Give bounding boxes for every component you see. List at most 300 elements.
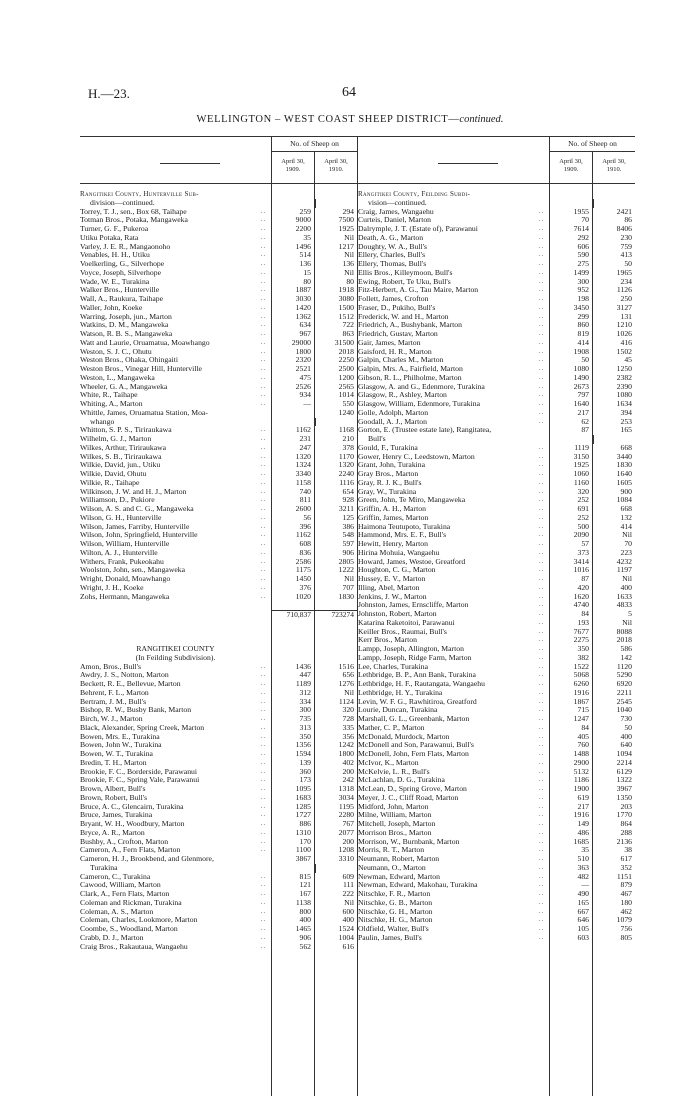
sheep-owner-row: [80, 908, 357, 917]
owner-name: Bishop, R. W., Busby Bank, Marton: [80, 706, 192, 715]
leader-dots: ..: [261, 733, 266, 740]
sheep-1909: 363: [577, 862, 589, 872]
owner-name: Coleman, A. S., Marton: [80, 907, 154, 916]
sheep-owner-row: [80, 934, 357, 943]
leader-dots: ..: [539, 444, 544, 451]
sheep-1909: 420: [577, 582, 589, 592]
sheep-1909: 320: [577, 486, 589, 496]
owner-name: Gower, Henry C., Leedstown, Marton: [358, 452, 475, 461]
leader-dots: ..: [261, 681, 266, 687]
sheep-owner-row: [358, 356, 635, 365]
leader-dots: ..: [261, 357, 266, 364]
owner-name: Wheeler, G. A., Mangaweka: [80, 382, 168, 391]
sheep-1909: 715: [577, 705, 589, 715]
owner-name: Glasgow, R., Ashley, Marton: [358, 391, 447, 400]
leader-dots: ..: [539, 864, 544, 871]
district-title: [0, 114, 700, 125]
owner-name: [80, 619, 256, 628]
sheep-1910: 1502: [592, 348, 635, 357]
sheep-1910: 1200: [314, 374, 357, 383]
sheep-1909: 2521: [295, 364, 311, 373]
sheep-1910: 222: [314, 890, 357, 899]
sheep-1910: Nil: [314, 899, 357, 908]
sheep-owner-row: [80, 260, 357, 269]
sheep-1909: 2275: [573, 635, 589, 645]
sheep-owner-row: [358, 251, 635, 260]
sheep-owner-row: [358, 374, 635, 383]
sheep-1909: 1162: [295, 530, 311, 540]
owner-name: Lethbridge, B. P., Ann Bank, Turakina: [358, 671, 476, 680]
owner-name: Milne, William, Marton: [358, 811, 432, 820]
sheep-1909: 80: [303, 276, 311, 286]
owner-name: Hussey, E. V., Marton: [358, 575, 426, 583]
sheep-1910: 250: [592, 295, 635, 304]
leader-dots: [256, 636, 271, 645]
sheep-1909: 84: [581, 609, 589, 618]
sheep-1910: 1168: [314, 426, 357, 435]
sheep-1909: 490: [577, 889, 589, 898]
owner-name: Voelkerling, G., Silverhope: [80, 260, 165, 268]
sheep-1910: 5: [592, 610, 635, 619]
sheep-1910: 1014: [314, 391, 357, 400]
sheep-1910: 2565: [314, 383, 357, 392]
sheep-1909: 740: [299, 486, 311, 496]
sheep-owner-row: [80, 286, 357, 295]
sheep-1910: 2211: [592, 689, 635, 698]
sheep-owner-row: [358, 908, 635, 917]
sheep-1910: 1094: [592, 750, 635, 759]
left-entries: [80, 184, 357, 951]
leader-dots: ..: [261, 234, 266, 241]
sheep-1909: 1594: [295, 749, 311, 758]
sheep-1909: 292: [577, 232, 589, 242]
owner-name: Wright, Donald, Moawhango: [80, 575, 171, 583]
owner-name: Turakina: [90, 863, 118, 872]
sheep-1909: 3340: [295, 469, 311, 478]
sheep-owner-row: [358, 418, 635, 427]
sheep-1909: 1955: [573, 206, 589, 216]
leader-dots: ..: [539, 261, 544, 267]
sheep-owner-row: [358, 453, 635, 462]
owner-name: Turner, G. F., Pukeroa: [80, 225, 149, 233]
owner-name: Cameron, A., Fern Flats, Marton: [80, 846, 181, 855]
owner-name: Weston, S. J. C., Ohutu: [80, 347, 152, 356]
sheep-1909: 710,837: [271, 610, 314, 619]
leader-dots: ..: [261, 751, 266, 757]
leader-dots: ..: [261, 304, 266, 311]
sheep-1910: 111: [314, 881, 357, 890]
sheep-1909: 1158: [295, 477, 311, 487]
owner-name: Wilson, William, Hunterville: [80, 540, 170, 548]
sheep-1909: 1450: [295, 574, 311, 583]
owner-name: Mather, C. P., Marton: [358, 723, 425, 732]
sheep-1909: 1887: [295, 285, 311, 295]
sheep-1910: Nil: [314, 689, 357, 698]
sheep-1910: 767: [314, 820, 357, 829]
leader-dots: ..: [539, 707, 544, 714]
sheep-1910: 50: [592, 724, 635, 733]
sheep-owner-row: [80, 925, 357, 934]
sheep-owner-row: [80, 505, 357, 514]
leader-dots: ..: [261, 401, 266, 407]
sheep-1909: 1683: [295, 792, 311, 802]
sheep-owner-row: [358, 619, 635, 628]
sheep-owner-row: [80, 304, 357, 313]
leader-dots: [259, 199, 273, 208]
sheep-1909: 139: [299, 757, 311, 767]
owner-name: Wilson, A. S. and C. G., Mangaweka: [80, 505, 194, 513]
sheep-1909: 1925: [573, 460, 589, 470]
sheep-1909: 2900: [573, 757, 589, 767]
leader-dots: ..: [539, 899, 544, 906]
sheep-1910: 1640: [592, 470, 635, 479]
sheep-1909: 217: [577, 801, 589, 811]
sheep-owner-row: [358, 706, 635, 715]
sheep-1910: 1120: [592, 663, 635, 672]
leader-dots: ..: [539, 339, 544, 346]
sheep-owner-row: [358, 444, 635, 453]
sheep-1909: 1310: [295, 827, 311, 837]
sheep-1909: 70: [581, 215, 589, 225]
leader-dots: [537, 199, 551, 208]
sheep-owner-row: [358, 803, 635, 812]
leader-dots: ..: [539, 724, 544, 731]
owner-name: Cawood, William, Marton: [80, 881, 161, 890]
sheep-1910: 879: [592, 881, 635, 890]
sheep-1910: 668: [592, 444, 635, 453]
owner-name: Hammond, Mrs. E. F., Bull's: [358, 531, 447, 540]
sheep-1910: 125: [314, 514, 357, 523]
owner-name: McIvor, K., Marton: [358, 758, 419, 767]
owner-name: Weston, L., Mangaweka: [80, 373, 155, 382]
sheep-owner-row: [80, 741, 357, 750]
sheep-1910: Nil: [592, 575, 635, 584]
sheep-1909: [271, 628, 314, 637]
leader-dots: ..: [539, 934, 544, 941]
sheep-owner-row: [80, 916, 357, 925]
leader-dots: ..: [261, 208, 266, 215]
owner-name: Voyce, Joseph, Silverhope: [80, 268, 161, 277]
owner-name: Keiller Bros., Raumai, Bull's: [358, 627, 447, 636]
leader-dots: ..: [261, 917, 266, 924]
owner-name: Brookie, F. C., Spring Vale, Parawanui: [80, 776, 200, 785]
sheep-1910: 1195: [314, 803, 357, 812]
county-heading: [80, 645, 357, 654]
owner-name: Glasgow, William, Edenmore, Turakina: [358, 400, 481, 408]
owner-name: Galpin, Mrs. A., Fairfield, Marton: [358, 365, 463, 373]
sheep-1910: Nil: [592, 531, 635, 540]
owner-name: McDonald, Murdock, Marton: [358, 732, 450, 741]
owner-name: Morrison, W., Burnbank, Marton: [358, 837, 460, 846]
sheep-owner-row: [80, 514, 357, 523]
sheep-1909: 815: [299, 871, 311, 881]
sheep-owner-row: [358, 654, 635, 663]
owner-name: Awdry, J. S., Notton, Marton: [80, 671, 169, 680]
continuation-line: [80, 418, 357, 427]
spacer-row: [80, 601, 357, 610]
sheep-1909: 1356: [295, 740, 311, 750]
sheep-1910: 906: [314, 549, 357, 558]
sheep-1909: 735: [299, 714, 311, 723]
leader-dots: [256, 601, 271, 610]
sheep-owner-row: [358, 269, 635, 278]
sheep-owner-row: [358, 339, 635, 348]
sheep-1909: 5132: [573, 766, 589, 776]
sheep-1909: 2200: [295, 224, 311, 233]
leader-dots: [256, 619, 271, 628]
sheep-1909: 414: [577, 337, 589, 347]
sheep-1909: 667: [577, 906, 589, 916]
owner-name: Coleman, Charles, Lookmore, Marton: [80, 916, 198, 925]
sheep-1909: 136: [299, 259, 311, 268]
leader-dots: ..: [539, 777, 544, 784]
sheep-1910: Nil: [314, 575, 357, 584]
owner-name: Griffin, A. H., Marton: [358, 505, 426, 513]
sheep-owner-row: [80, 383, 357, 392]
owner-name: Bowen, Mrs. E., Turakina: [80, 732, 160, 741]
sheep-owner-row: [80, 873, 357, 882]
owner-name: Williamson, D., Pukiore: [80, 496, 155, 505]
sheep-owner-row: [80, 356, 357, 365]
leader-dots: ..: [261, 462, 266, 469]
sheep-1910: 1276: [314, 680, 357, 689]
sheep-owner-row: [358, 505, 635, 514]
sheep-1910: Nil: [314, 269, 357, 278]
owner-name: Wilson, John, Springfield, Hunterville: [80, 531, 198, 540]
sheep-1909: 373: [577, 547, 589, 557]
sheep-1910: 864: [592, 820, 635, 829]
sheep-owner-row: [80, 435, 357, 444]
sheep-owner-row: [358, 409, 635, 418]
leader-dots: ..: [261, 436, 266, 442]
owner-name: Totman Bros., Potaka, Mangaweka: [80, 216, 188, 225]
sheep-1910: 707: [314, 584, 357, 593]
leader-dots: ..: [261, 698, 266, 705]
sheep-1909: 691: [577, 504, 589, 513]
sheep-1910: 200: [314, 838, 357, 847]
sheep-1909: 562: [299, 941, 311, 951]
sheep-owner-row: [80, 251, 357, 260]
sheep-owner-row: [80, 391, 357, 400]
sheep-1909: 35: [581, 845, 589, 855]
sheep-1909: 603: [577, 932, 589, 942]
sheep-owner-row: [80, 321, 357, 330]
sheep-1910: 1240: [314, 409, 357, 418]
sheep-1910: 2250: [314, 356, 357, 365]
owner-name: Gray, W., Turakina: [358, 487, 417, 496]
leader-dots: ..: [261, 217, 266, 224]
sheep-1909: 2600: [295, 504, 311, 513]
right-column: [357, 136, 635, 1096]
sheep-owner-row: [358, 628, 635, 637]
leader-dots: ..: [539, 838, 544, 845]
owner-name: McKelvie, L. R., Bull's: [358, 767, 430, 776]
sheep-owner-row: [80, 208, 357, 217]
sheep-1910: 320: [314, 706, 357, 715]
sheep-1909: 35: [303, 232, 311, 242]
sheep-1909: 1496: [295, 241, 311, 251]
sheep-1909: 906: [299, 932, 311, 942]
leader-dots: ..: [539, 751, 544, 757]
sheep-1909: 836: [299, 547, 311, 557]
sheep-1909: 967: [299, 329, 311, 338]
leader-dots: ..: [261, 908, 266, 915]
owner-name: Zohs, Hermann, Mangaweka: [80, 592, 170, 601]
sheep-1909: 1247: [573, 714, 589, 723]
sheep-1909: 1320: [295, 451, 311, 461]
sheep-owner-row: [358, 881, 635, 890]
owner-name: Bowen, John W., Turakina: [80, 741, 162, 750]
leader-dots: ..: [539, 488, 544, 495]
leader-dots: ..: [261, 943, 266, 950]
sheep-1909: 396: [299, 521, 311, 531]
sheep-owner-row: [80, 409, 357, 418]
sheep-1910: 1965: [592, 269, 635, 278]
leader-dots: [537, 435, 551, 444]
sheep-1910: 31500: [314, 339, 357, 348]
owner-name: Gorton, E. (Trustee estate late), Rangitatea,: [358, 426, 492, 435]
leader-dots: ..: [261, 471, 266, 477]
spacer-row: [80, 628, 357, 637]
owner-name: Gaisford, H. R., Marton: [358, 347, 432, 356]
sheep-owner-row: [80, 558, 357, 567]
leader-dots: ..: [261, 331, 266, 337]
sheep-1910: [314, 190, 357, 199]
sheep-owner-row: [358, 330, 635, 339]
leader-dots: ..: [539, 821, 544, 827]
sheep-1909: 6260: [573, 679, 589, 688]
sheep-owner-row: [358, 531, 635, 540]
sheep-1909: 350: [299, 731, 311, 741]
leader-dots: ..: [539, 654, 544, 661]
owner-name: Green, John, Te Miro, Mangaweka: [358, 496, 466, 505]
leader-dots: ..: [539, 759, 544, 766]
continuation-line: [80, 199, 357, 208]
sheep-owner-row: [358, 391, 635, 400]
owner-name: Woolston, John, sen., Mangaweka: [80, 566, 186, 575]
owner-name: Illing, Abel, Marton: [358, 583, 420, 592]
sheep-owner-row: [358, 461, 635, 470]
owner-name: Wilson, G. H., Hunterville: [80, 513, 162, 522]
sheep-1910: 6920: [592, 680, 635, 689]
sheep-1909: 760: [577, 740, 589, 750]
sheep-1910: 45: [592, 356, 635, 365]
leader-dots: ..: [539, 873, 544, 880]
leader-dots: [256, 855, 271, 864]
sheep-1909: 57: [581, 539, 589, 548]
sheep-1909: 87: [581, 425, 589, 435]
sheep-owner-row: [358, 566, 635, 575]
sheep-owner-row: [80, 330, 357, 339]
leader-dots: ..: [261, 742, 266, 749]
sheep-owner-row: [358, 689, 635, 698]
owner-name: Doughty, W. A., Bull's: [358, 242, 428, 251]
sheep-1910: 600: [314, 908, 357, 917]
owner-name: Whitton, S. P. S., Tiriraukawa: [80, 426, 172, 435]
leader-dots: ..: [539, 768, 544, 775]
owner-name: Black, Alexander, Spring Creek, Marton: [80, 723, 205, 732]
sheep-1910: 402: [314, 759, 357, 768]
right-entries: [358, 184, 635, 943]
owner-name: Wilton, A. J., Hunterville: [80, 548, 158, 557]
leader-dots: ..: [539, 602, 544, 609]
sheep-1909: 193: [577, 617, 589, 627]
sheep-1909: [271, 619, 314, 628]
sheep-owner-row: [80, 426, 357, 435]
owner-name: Marshall, G. L., Greenbank, Marton: [358, 715, 470, 723]
leader-dots: ..: [539, 549, 544, 556]
leader-dots: ..: [261, 926, 266, 932]
sheep-1909: 350: [577, 644, 589, 653]
sheep-owner-row: [358, 759, 635, 768]
leader-dots: ..: [261, 891, 266, 897]
sheep-1909: 3414: [573, 556, 589, 566]
sheep-1910: 2805: [314, 558, 357, 567]
sheep-1909: 247: [299, 442, 311, 452]
sheep-1910: 132: [592, 514, 635, 523]
owner-name: Weston Bros., Ohaka, Ohingaiti: [80, 356, 179, 365]
leader-dots: ..: [539, 453, 544, 460]
owner-name: Gray Bros., Marton: [358, 470, 419, 478]
sheep-owner-row: [80, 768, 357, 777]
sheep-1910: 2421: [592, 208, 635, 217]
owner-name: McDonell and Son, Parawanui, Bull's: [358, 741, 474, 750]
sheep-1909: 149: [577, 819, 589, 828]
sheep-1910: 5290: [592, 671, 635, 680]
sheep-owner-row: [80, 759, 357, 768]
sheep-1910: 288: [592, 829, 635, 838]
sheep-1910: 2240: [314, 470, 357, 479]
sheep-1910: 586: [592, 645, 635, 654]
owner-name: Whittle, James, Oruamatua Station, Moa-: [80, 408, 208, 417]
sheep-1909: 1095: [295, 784, 311, 793]
owner-name: Rangitikei County, Hunterville Sub-: [80, 190, 199, 198]
sheep-owner-row: [358, 234, 635, 243]
owner-name: Bowen, W. T., Turakina: [80, 750, 153, 758]
owner-name: Watkins, D. M., Mangaweka: [80, 321, 169, 330]
sheep-owner-row: [80, 549, 357, 558]
sheep-1909: 1522: [573, 661, 589, 671]
sheep-1910: 200: [314, 768, 357, 777]
sheep-owner-row: [358, 715, 635, 724]
owner-name: Bredin, T. H., Marton: [80, 758, 147, 767]
sheep-owner-row: [358, 934, 635, 943]
sheep-owner-row: [358, 540, 635, 549]
owner-name: McDonell, John, Fern Flats, Marton: [358, 750, 469, 758]
sheep-owner-row: [80, 724, 357, 733]
leader-dots: ..: [261, 558, 266, 565]
owner-name: Curteis, Daniel, Marton: [358, 216, 432, 225]
sheep-1910: 1250: [592, 365, 635, 374]
sheep-1909: 360: [299, 766, 311, 776]
leader-dots: ..: [539, 348, 544, 355]
owner-name: Brookie, F. C., Borderside, Parawanui: [80, 767, 198, 776]
owner-name: Bruce, A. C., Glencairn, Turakina: [80, 802, 184, 811]
owner-name: Wilhelm, G. J., Marton: [80, 435, 152, 443]
sheep-1909: 1908: [573, 346, 589, 356]
sheep-1909: 121: [299, 880, 311, 890]
owner-name: Walker Bros., Hunterville: [80, 286, 160, 295]
owner-name: Bull's: [368, 435, 386, 443]
sheep-1910: 7500: [314, 216, 357, 225]
sheep-owner-row: [80, 890, 357, 899]
sheep-owner-row: [80, 479, 357, 488]
sheep-1909: 50: [581, 355, 589, 365]
sheep-owner-row: [358, 663, 635, 672]
owner-name: Coleman and Rickman, Turakina: [80, 898, 182, 907]
sheep-1909: 797: [577, 390, 589, 400]
county-heading: [80, 654, 357, 663]
